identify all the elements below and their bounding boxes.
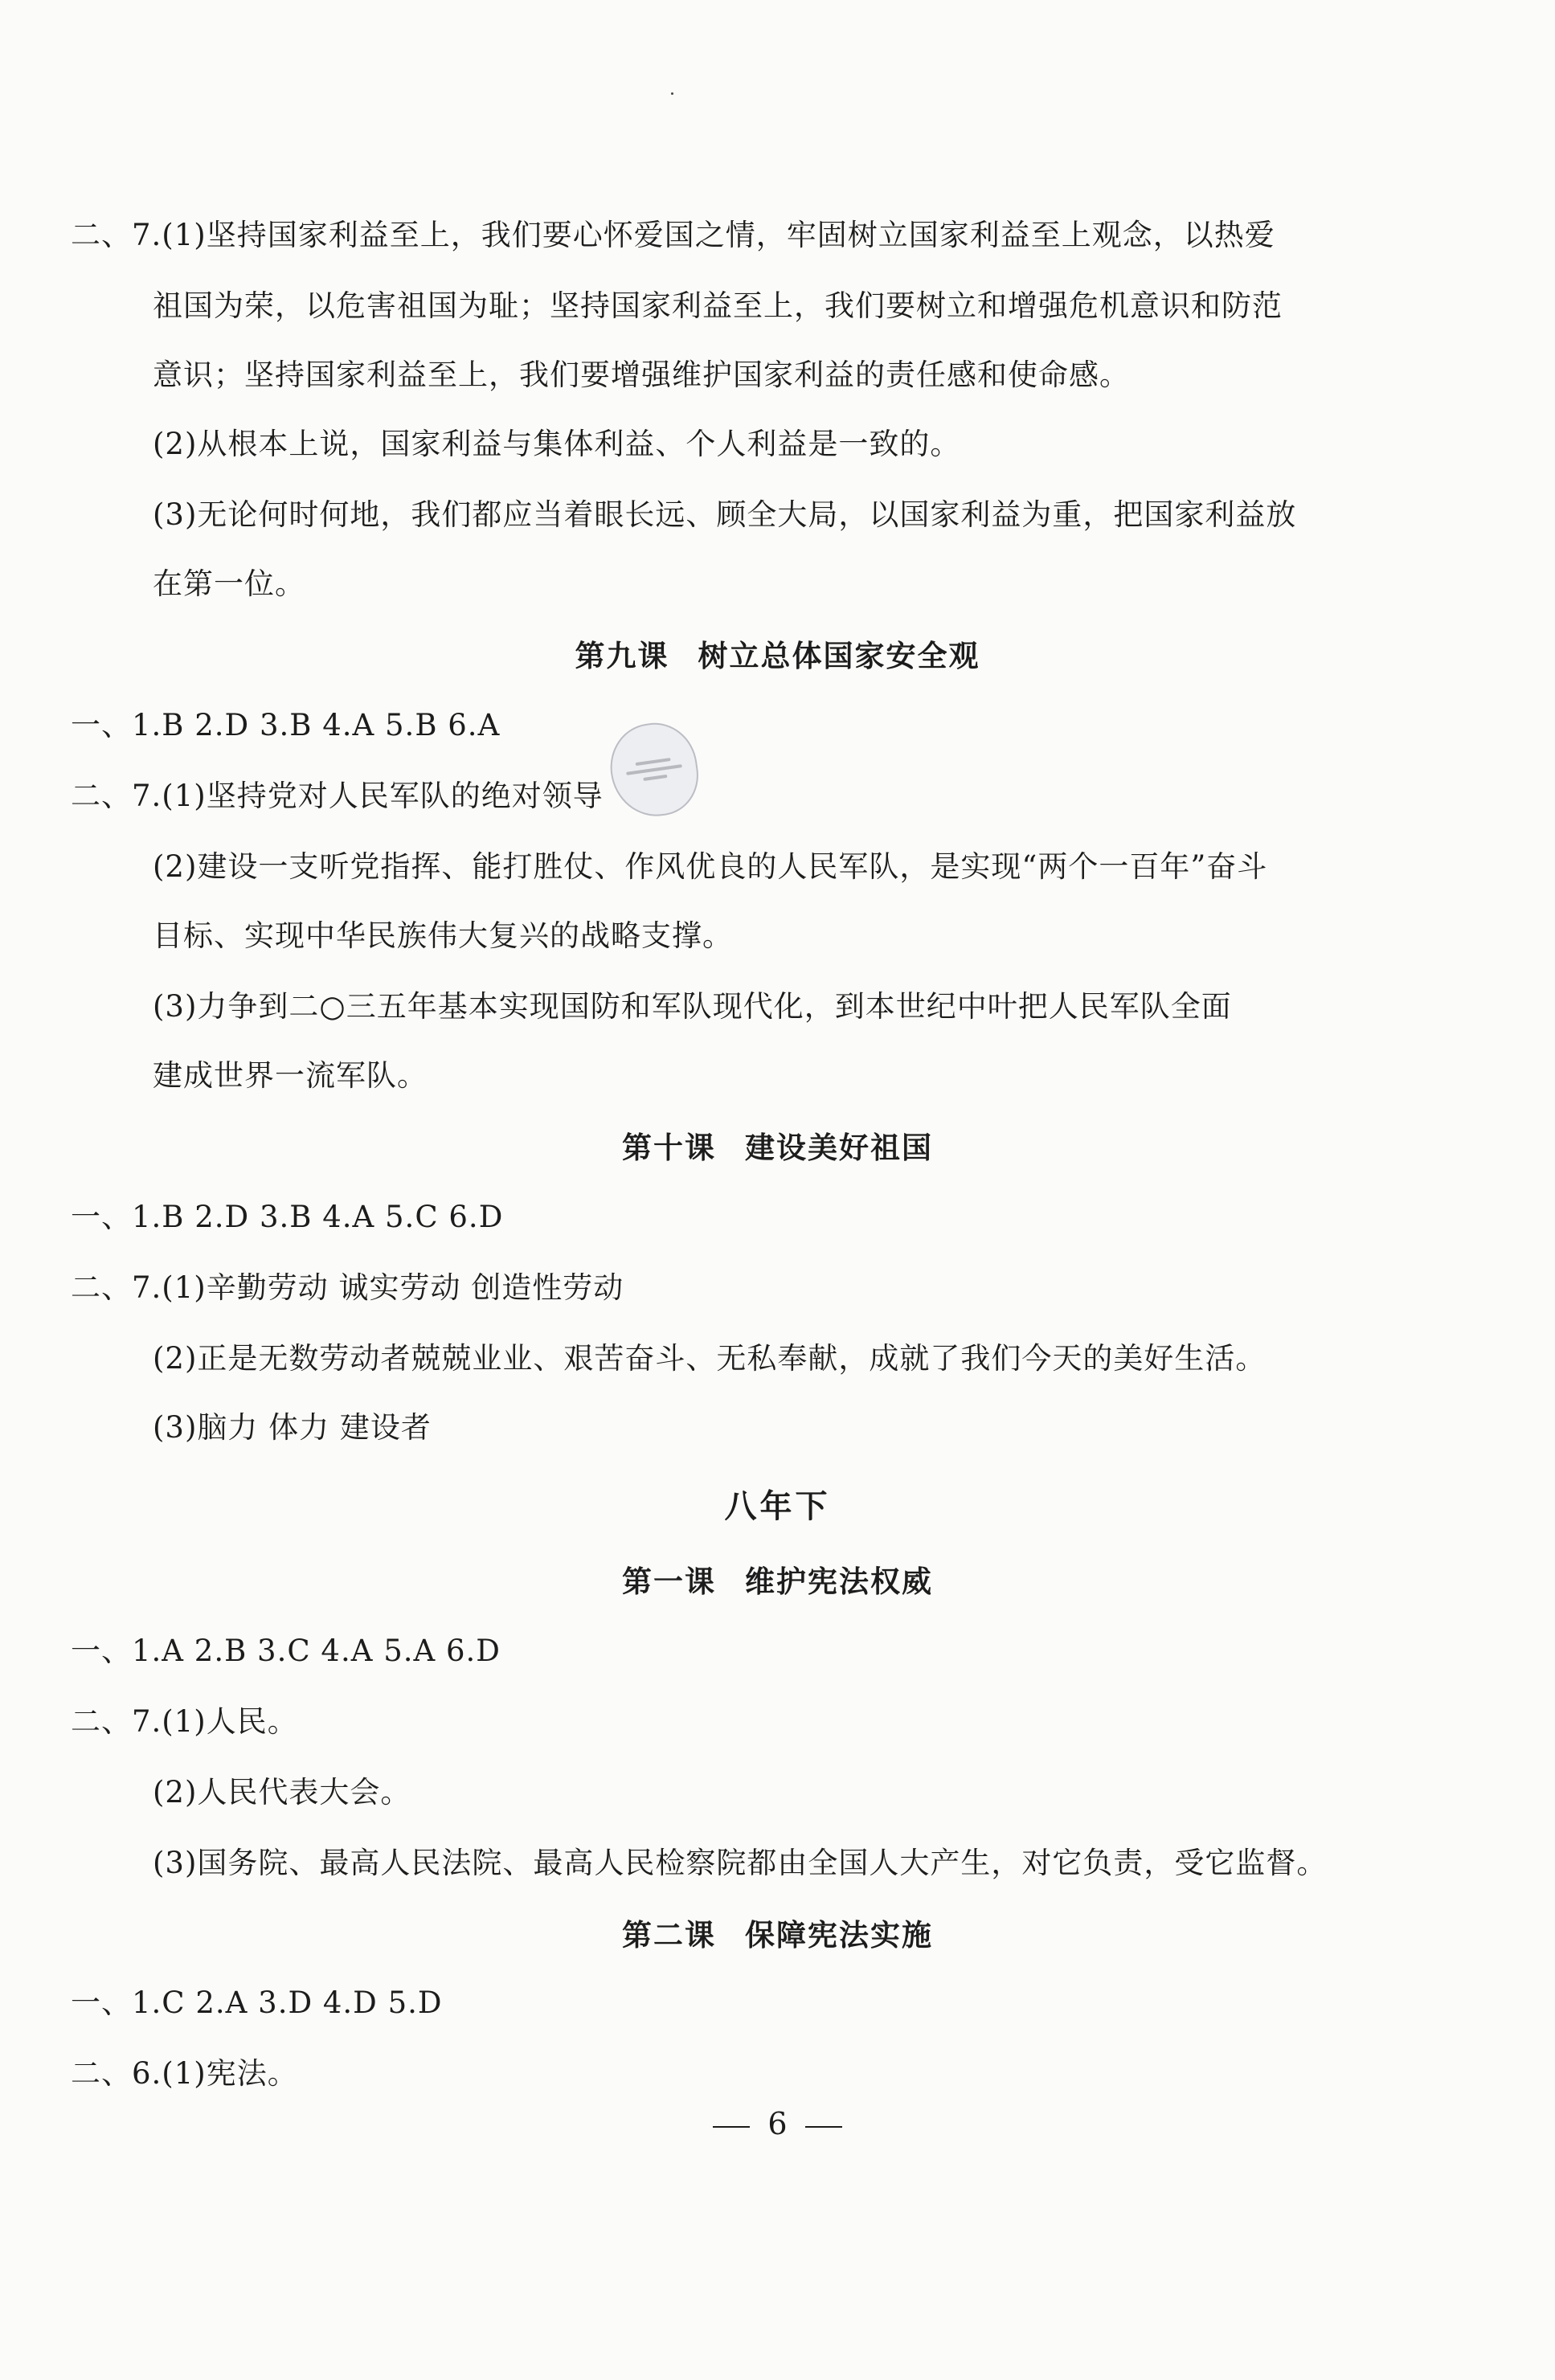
answer-line: 一、1.B 2.D 3.B 4.A 5.B 6.A — [71, 708, 501, 742]
page-number-value: 6 — [767, 2106, 788, 2141]
answer-line: 目标、实现中华民族伟大复兴的战略支撑。 — [153, 918, 733, 953]
page-number — [0, 2104, 1555, 2144]
lesson-number: 第二课 — [622, 1918, 716, 1953]
dash-left — [713, 2126, 750, 2128]
answer-line: (3)国务院、最高人民法院、最高人民检察院都由全国人大产生，对它负责，受它监督。 — [153, 1846, 1328, 1880]
answer-line: (3)力争到二○三五年基本实现国防和军队现代化，到本世纪中叶把人民军队全面 — [153, 989, 1232, 1024]
answer-line: 二、7.(1)人民。 — [71, 1704, 298, 1739]
answer-line: (3)脑力 体力 建设者 — [153, 1410, 432, 1445]
answer-line: 一、1.A 2.B 3.C 4.A 5.A 6.D — [71, 1634, 501, 1668]
answer-line: (2)建设一支听党指挥、能打胜仗、作风优良的人民军队，是实现“两个一百年”奋斗 — [153, 849, 1268, 884]
answer-line: (2)人民代表大会。 — [153, 1775, 411, 1810]
answer-line: 二、7.(1)坚持党对人民军队的绝对领导 — [71, 779, 604, 813]
lesson-heading — [0, 1562, 1555, 1602]
answer-line: 意识；坚持国家利益至上，我们要增强维护国家利益的责任感和使命感。 — [153, 358, 1130, 392]
lesson-heading — [0, 1916, 1555, 1956]
answer-line: (2)正是无数劳动者兢兢业业、艰苦奋斗、无私奉献，成就了我们今天的美好生活。 — [153, 1341, 1267, 1376]
lesson-title: 树立总体国家安全观 — [698, 639, 980, 673]
answer-line: (2)从根本上说，国家利益与集体利益、个人利益是一致的。 — [153, 427, 961, 461]
lesson-title: 保障宪法实施 — [745, 1918, 933, 1953]
answer-line: 祖国为荣，以危害祖国为耻；坚持国家利益至上，我们要树立和增强危机意识和防范 — [153, 288, 1283, 323]
lesson-heading — [0, 636, 1555, 677]
answer-line: 二、7.(1)辛勤劳动 诚实劳动 创造性劳动 — [71, 1270, 624, 1305]
watermark-stamp — [604, 718, 703, 822]
lesson-title: 建设美好祖国 — [745, 1131, 933, 1165]
answer-line: 一、1.B 2.D 3.B 4.A 5.C 6.D — [71, 1200, 504, 1234]
answer-line: (3)无论何时何地，我们都应当着眼长远、顾全大局，以国家利益为重，把国家利益放 — [153, 497, 1297, 532]
lesson-number: 第一课 — [622, 1564, 716, 1599]
speck — [671, 92, 673, 95]
answer-line: 二、7.(1)坚持国家利益至上，我们要心怀爱国之情，牢固树立国家利益至上观念，以热爱 — [71, 218, 1275, 252]
lesson-number: 第九课 — [575, 639, 669, 673]
dash-right — [805, 2126, 842, 2128]
lesson-number: 第十课 — [622, 1131, 716, 1165]
lesson-heading — [0, 1128, 1555, 1168]
lesson-title: 维护宪法权威 — [745, 1564, 933, 1599]
grade-heading: 八年下 — [724, 1488, 831, 1525]
answer-line: 二、6.(1)宪法。 — [71, 2056, 298, 2091]
answer-line: 在第一位。 — [153, 566, 305, 601]
answer-line: 一、1.C 2.A 3.D 4.D 5.D — [71, 1985, 443, 2020]
answer-line: 建成世界一流军队。 — [153, 1058, 428, 1093]
